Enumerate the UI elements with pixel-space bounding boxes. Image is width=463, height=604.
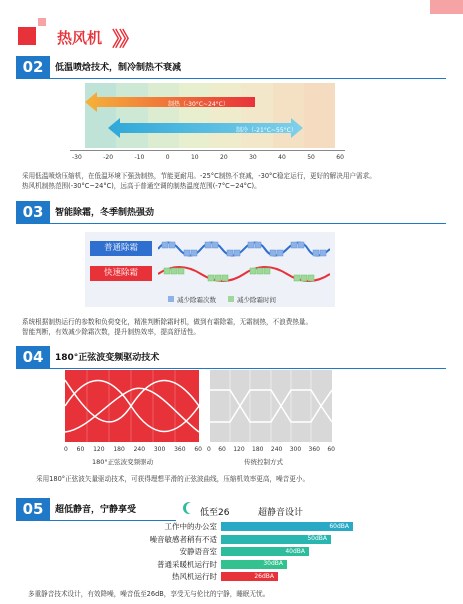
section-number: 04 [16, 346, 50, 368]
section-paragraph: 多重静音技术设计，有效降噪，噪音低至26dB，享受无与伦比的宁静，睡眠无忧。 [28, 590, 270, 598]
section-divider [16, 368, 446, 369]
tick-label: 360 [174, 446, 186, 453]
noise-row [120, 546, 360, 557]
tick-label: 60 [218, 446, 226, 453]
legend-item [168, 295, 216, 304]
legend-item [228, 295, 276, 304]
tick-label: 40 [278, 154, 286, 161]
normal-defrost-label: 普通除霜 [90, 241, 152, 256]
noise-bar [221, 560, 287, 569]
section-paragraph [22, 317, 452, 337]
tick-label: 0 [207, 446, 211, 453]
noise-bar-value: 26dBA [254, 572, 274, 580]
noise-row-label: 工作中的办公室 [164, 522, 217, 531]
tick-label: 120 [93, 446, 105, 453]
tick-label: 180 [113, 446, 125, 453]
noise-bar-value: 40dBA [285, 547, 305, 555]
noise-row [120, 559, 360, 570]
cool-range-label: 制冷（-21°C~55°C） [236, 127, 297, 134]
section-title: 超低静音，宁静享受 [55, 505, 137, 515]
paragraph-line: 采用低温喷焓压缩机，在低温环境下强劲制热，节能更耐用。-25°C制热不衰减，-30°C稳定运行，更好的解决用户需求。 [22, 172, 376, 180]
legend-swatch-blue [168, 296, 174, 302]
traditional-wave-panel [210, 370, 332, 442]
tick-label: 60 [194, 446, 202, 453]
noise-row-label: 普通采暖机运行时 [157, 559, 217, 569]
header-square-large [18, 27, 36, 45]
moon-icon [186, 502, 198, 514]
tick-label: 0 [64, 446, 68, 453]
tick-label: 240 [270, 446, 283, 453]
temp-band [273, 83, 304, 148]
tick-label: 300 [289, 446, 302, 453]
noise-row [120, 534, 360, 545]
noise-row-label: 噪音敏感者稍有不适 [149, 534, 217, 544]
silent-design-label: 超静音设计 [258, 508, 304, 518]
section-divider [16, 78, 446, 79]
section-title: 智能除霜，冬季制热强劲 [55, 208, 155, 218]
traditional-axis-ticks [207, 446, 335, 453]
noise-chart [120, 521, 360, 582]
section-number: 03 [16, 201, 50, 223]
noise-row-label: 安静语音室 [179, 547, 217, 556]
noise-bar [221, 572, 278, 581]
tick-label: 360 [308, 446, 320, 453]
tick-label: 10 [190, 154, 199, 161]
section-paragraph [22, 171, 452, 191]
tick-label: 300 [153, 446, 166, 453]
noise-bar-value: 30dBA [263, 560, 283, 567]
tick-label: 120 [233, 446, 245, 453]
noise-row-label: 热风机运行时 [172, 572, 217, 581]
page-title: 热风机 [57, 29, 103, 47]
tick-label: 60 [327, 446, 335, 453]
header-square-small [38, 18, 46, 26]
tick-label: 20 [220, 154, 228, 161]
paragraph-line: 热风机制热范围(-30°C~24°C)，远高于普通空调的制热温度范围(-7°C~24°C)。 [22, 182, 261, 190]
section-title: 低温喷焓技术，制冷制热不衰减 [55, 63, 182, 73]
sine-caption: 180°正弦波变频驱动 [92, 458, 154, 466]
section-title: 180°正弦波变频驱动技术 [55, 353, 160, 363]
low-noise-label: 低至26 [200, 508, 230, 518]
section-divider [16, 223, 446, 224]
temp-axis-line [70, 150, 345, 151]
tick-label: -10 [134, 154, 145, 161]
legend-label: 减少除霜时间 [237, 296, 276, 304]
paragraph-line: 智能判断，有效减少除霜次数，提升制热效率，提高舒适性。 [22, 328, 201, 336]
noise-row [120, 521, 360, 532]
temp-band [304, 83, 335, 148]
section-paragraph: 采用180°正弦波矢量驱动技术，可获得理想平滑的正弦波曲线，压缩机效率更高，噪音更小。 [36, 475, 310, 483]
legend-label: 减少除霜次数 [177, 296, 216, 304]
temp-axis-ticks [72, 154, 344, 161]
noise-bar-value: 60dBA [329, 522, 349, 530]
tick-label: 180 [252, 446, 264, 453]
tick-label: -30 [72, 154, 82, 161]
tick-label: 60 [76, 446, 85, 453]
tick-label: 60 [336, 154, 344, 161]
paragraph-line: 系统根据制热运行的参数和负荷变化，精准判断除霜时机，做到有霜除霜，无霜制热，不浪费热量。 [22, 318, 313, 326]
chevron-right-icon: 》》 [112, 27, 136, 51]
section-number: 05 [16, 498, 50, 520]
defrost-wave-graphic [158, 236, 330, 288]
noise-bar [221, 547, 309, 556]
sine-wave-panel [65, 370, 199, 442]
heat-range-label: 制热（-30°C~24°C） [168, 101, 229, 108]
tick-label: 240 [133, 446, 146, 453]
noise-row [120, 571, 360, 582]
corner-square-top [430, 0, 463, 14]
tick-label: 30 [249, 154, 257, 161]
tick-label: 50 [307, 154, 315, 161]
noise-bar-value: 50dBA [307, 535, 327, 542]
traditional-caption: 传统控制方式 [244, 458, 283, 466]
tick-label: 0 [165, 154, 170, 161]
legend-swatch-green [228, 296, 234, 302]
noise-bar [221, 535, 331, 544]
fast-defrost-label: 快速除霜 [90, 266, 152, 281]
tick-label: -20 [103, 154, 114, 161]
sine-axis-ticks [64, 446, 202, 453]
defrost-legend [168, 295, 276, 304]
noise-bar [221, 522, 353, 531]
section-number: 02 [16, 56, 50, 78]
